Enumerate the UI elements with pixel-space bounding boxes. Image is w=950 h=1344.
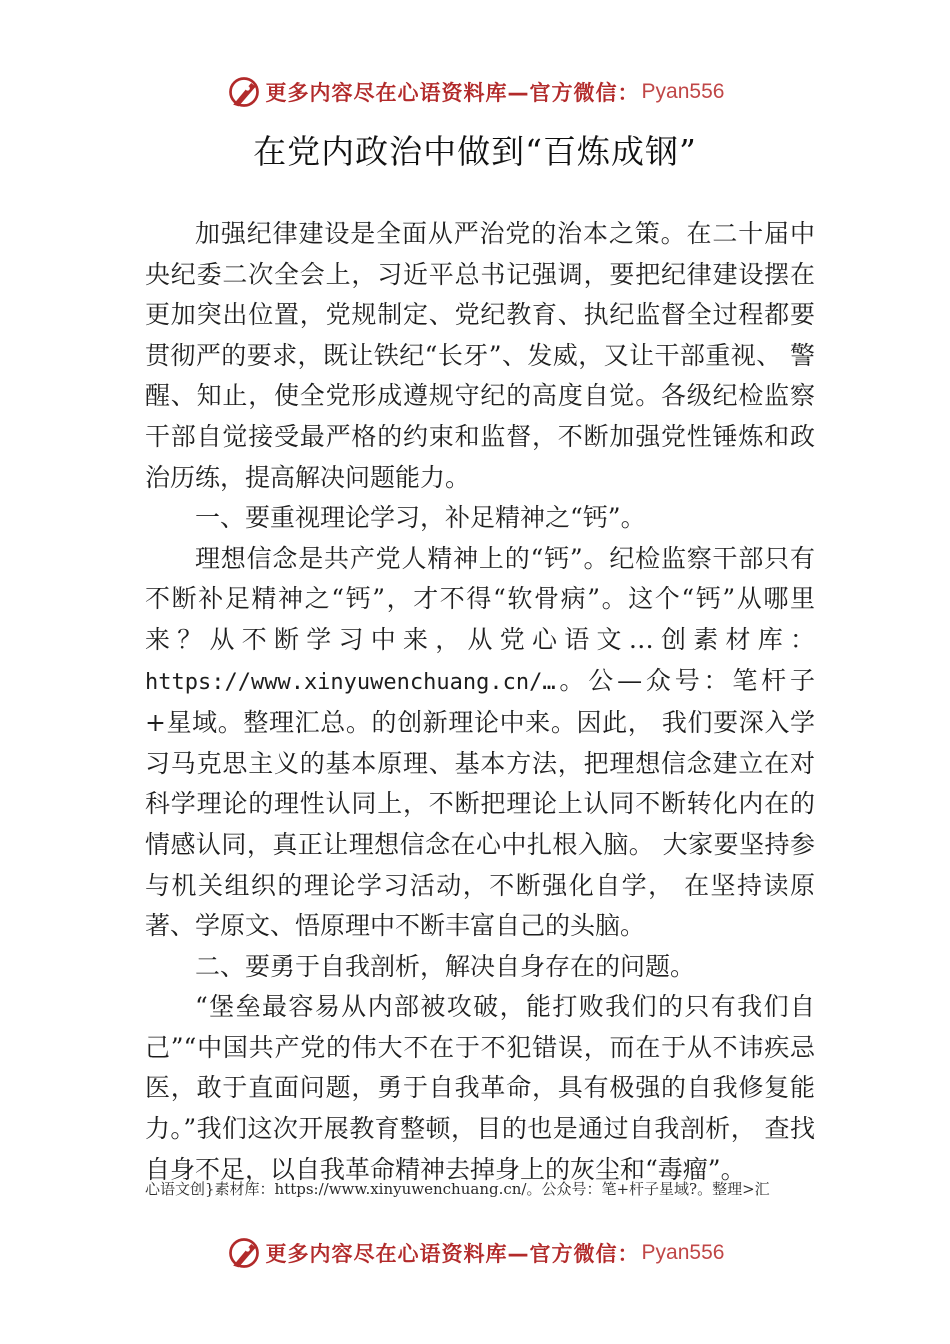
source-url-link[interactable]: https://www.xinyuwenchuang.cn/…: [145, 669, 556, 695]
section-heading-2: 二、要勇于自我剖析，解决自身存在的问题。: [195, 951, 696, 981]
paragraph-self-reflection: “堡垒最容易从内部被攻破，能打败我们的只有我们自己”“中国共产党的伟大不在于不犯错误，而在于从不讳疾忌医，敢于直面问题，勇于自我革命，具有极强的自我修复能力。”我们这次开展教育整顿，目的也是通过自我剖析， 查找自身不足，以自我革命精神去掉身上的灰尘和“毒瘤”。: [145, 992, 815, 1184]
paragraph-theory-part-b: 。公—众号：笔杆子+星域。整理汇总。的创新理论中来。因此， 我们要深入学习马克思主义的基本原理、基本方法，把理想信念建立在对科学理论的理性认同上，不断把理论上认同不断转化内在的情感认同，真正让理想信念在心中扎根入脑。 大家要坚持参与机关组织的理论学习活动，不断强化自学， 在坚持读原著、学原文、悟原理中不断丰富自己的头脑。: [145, 665, 815, 941]
banner-text: 更多内容尽在心语资料库—官方微信：: [265, 1242, 640, 1266]
pen-nib-circle-icon: [226, 74, 262, 110]
banner-text: 更多内容尽在心语资料库—官方微信：: [265, 81, 640, 105]
paragraph-intro: 加强纪律建设是全面从严治党的治本之策。在二十届中央纪委二次全会上，习近平总书记强调，要把纪律建设摆在更加突出位置，党规制定、党纪教育、执纪监督全过程都要贯彻严的要求，既让铁纪“长牙”、发威，又让干部重视、 警醒、知止，使全党形成遵规守纪的高度自觉。各级纪检监察干部自觉接受最严格的约束和监督，不断加强党性锤炼和政治历练，提高解决问题能力。: [145, 219, 815, 492]
banner-wechat-id: Pyan556: [641, 1241, 725, 1264]
footer-banner: [0, 1233, 950, 1273]
document-body: [145, 214, 815, 1190]
page-title: 在党内政治中做到“百炼成钢”: [253, 132, 697, 171]
banner-wechat-id: Pyan556: [641, 80, 725, 103]
footer-note: 心语文创}素材库：https://www.xinyuwenchuang.cn/。公众号：笔+杆子星域?。整理>汇: [145, 1180, 770, 1198]
pen-nib-circle-icon: [226, 1235, 262, 1271]
paragraph-theory: [145, 539, 815, 947]
header-banner: [0, 72, 950, 112]
paragraph-theory-part-a: 理想信念是共产党人精神上的“钙”。纪检监察干部只有不断补足精神之“钙”，才不得“软骨病”。这个“钙”从哪里来？从不断学习中来，从党心语文…创素材库：: [145, 543, 815, 654]
section-heading-1: 一、要重视理论学习，补足精神之“钙”。: [195, 503, 646, 533]
